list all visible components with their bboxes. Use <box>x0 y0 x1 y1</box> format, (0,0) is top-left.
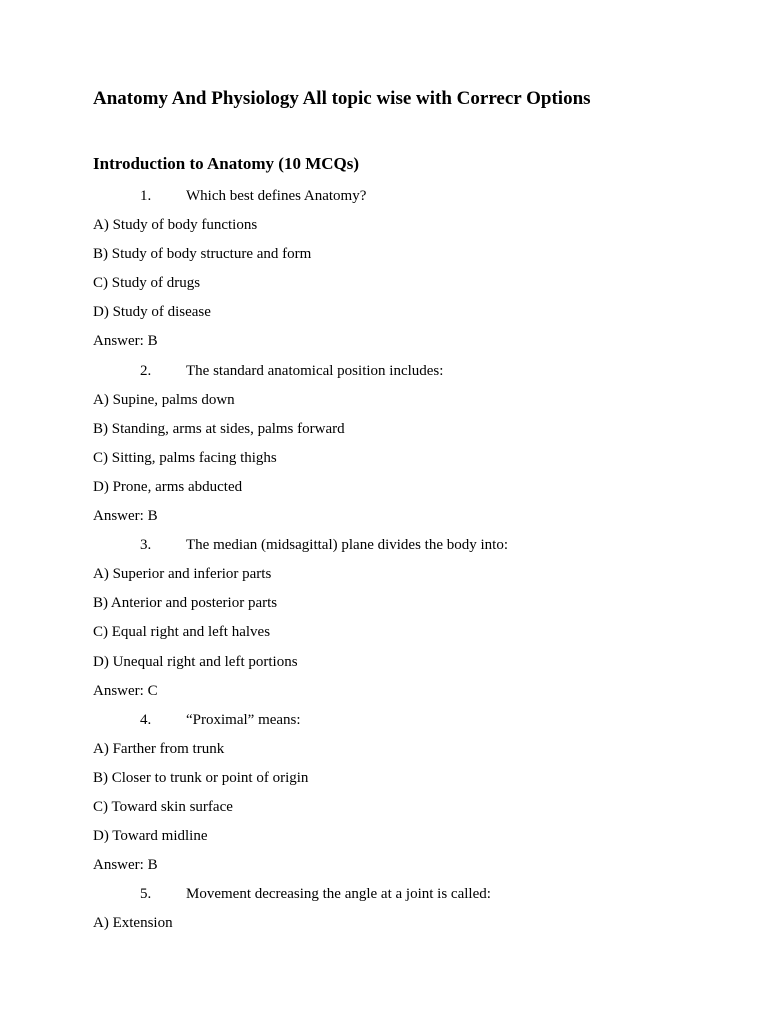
option-item: C) Sitting, palms facing thighs <box>93 449 277 466</box>
question-number: 5. <box>140 886 152 903</box>
question-1 <box>93 182 733 211</box>
question-4 <box>93 706 733 735</box>
option-item: B) Closer to trunk or point of origin <box>93 769 309 786</box>
question-text: Which best defines Anatomy? <box>186 188 367 204</box>
option-item: D) Toward midline <box>93 828 208 845</box>
option-item: C) Equal right and left halves <box>93 624 271 641</box>
answer-line: Answer: C <box>93 682 158 699</box>
document-title: Anatomy And Physiology All topic wise with Correcr Options <box>93 88 591 109</box>
question-text: “Proximal” means: <box>186 711 301 728</box>
answer-line: Answer: B <box>93 857 158 874</box>
option-item: B) Anterior and posterior parts <box>93 595 278 612</box>
question-text: The median (midsagittal) plane divides the body into: <box>186 537 509 554</box>
question-number: 3. <box>140 537 152 554</box>
question-2 <box>93 357 733 386</box>
option-item: A) Supine, palms down <box>93 391 235 408</box>
question-5 <box>93 880 733 909</box>
question-number: 1. <box>140 188 152 204</box>
option-item: A) Extension <box>93 915 173 932</box>
option-item: B) Standing, arms at sides, palms forward <box>93 420 345 437</box>
option-item: A) Superior and inferior parts <box>93 566 272 583</box>
section-heading: Introduction to Anatomy (10 MCQs) <box>93 154 360 173</box>
question-list <box>93 182 733 938</box>
option-item: D) Prone, arms abducted <box>93 478 243 495</box>
answer-line: Answer: B <box>93 333 158 350</box>
option-item: A) Study of body functions <box>93 217 258 234</box>
question-text: The standard anatomical position includes: <box>186 362 444 379</box>
option-item: A) Farther from trunk <box>93 740 225 757</box>
question-number: 4. <box>140 711 152 728</box>
answer-line: Answer: B <box>93 508 158 525</box>
question-3 <box>93 531 733 560</box>
option-item: D) Study of disease <box>93 304 211 321</box>
question-number: 2. <box>140 362 152 379</box>
option-item: B) Study of body structure and form <box>93 246 312 263</box>
option-item: C) Study of drugs <box>93 275 201 292</box>
option-item: C) Toward skin surface <box>93 798 233 815</box>
option-item: D) Unequal right and left portions <box>93 653 298 670</box>
question-text: Movement decreasing the angle at a joint is called: <box>186 886 491 903</box>
